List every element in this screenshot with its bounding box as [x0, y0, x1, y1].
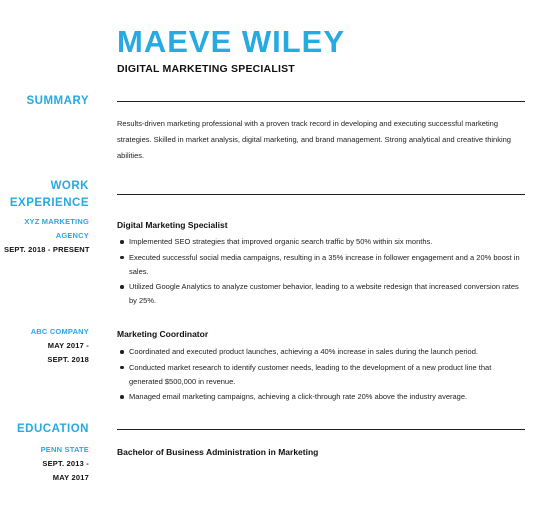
list-item: Coordinated and executed product launches, achieving a 40% increase in sales during the launch period. — [117, 345, 527, 359]
summary-divider — [117, 101, 525, 102]
work-heading-line2: EXPERIENCE — [9, 197, 89, 209]
job-1-role: Digital Marketing Specialist — [117, 220, 228, 230]
list-item: Conducted market research to identify customer needs, leading to the development of a new product line that generated $500,000 in revenue. — [117, 361, 527, 389]
work-divider — [117, 194, 525, 195]
job-1-dates: SEPT. 2018 - PRESENT — [4, 245, 90, 254]
job-2-dates-line2: SEPT. 2018 — [47, 355, 89, 364]
job-2-company: ABC COMPANY — [30, 327, 89, 336]
list-item: Implemented SEO strategies that improved organic search traffic by 50% within six months. — [117, 235, 527, 249]
education-school: PENN STATE — [40, 445, 89, 454]
job-1-company-line2: AGENCY — [55, 231, 89, 240]
education-dates-line1: SEPT. 2013 - — [42, 459, 89, 468]
work-heading-line1: WORK — [50, 180, 89, 192]
candidate-title: DIGITAL MARKETING SPECIALIST — [117, 63, 295, 75]
job-1-company-line1: XYZ MARKETING — [24, 217, 89, 226]
list-item: Managed email marketing campaigns, achieving a click-through rate 20% above the industry average. — [117, 390, 527, 404]
job-2-bullets — [117, 345, 527, 406]
work-experience-heading — [10, 178, 89, 212]
job-2-dates-line1: MAY 2017 - — [47, 341, 89, 350]
list-item: Utilized Google Analytics to analyze customer behavior, leading to a website redesign that increased conversion rates by 25%. — [117, 280, 527, 308]
job-1-bullets — [117, 235, 527, 310]
education-dates-line2: MAY 2017 — [52, 473, 89, 482]
summary-heading: SUMMARY — [26, 95, 89, 107]
candidate-name: MAEVE WILEY — [117, 24, 346, 59]
education-divider — [117, 429, 525, 430]
education-heading: EDUCATION — [16, 423, 89, 435]
job-2-meta — [4, 325, 89, 367]
list-item: Executed successful social media campaigns, resulting in a 35% increase in follower engagement and a 20% boost in sales. — [117, 251, 527, 279]
education-meta — [4, 443, 89, 485]
job-1-meta — [4, 215, 89, 257]
summary-text: Results-driven marketing professional with a proven track record in developing and executing successful marketing strategies. Skilled in market analysis, digital marketing, and brand management. Strong analytical and creative thinking abilities. — [117, 119, 511, 160]
job-2-role: Marketing Coordinator — [117, 329, 209, 339]
education-degree: Bachelor of Business Administration in Marketing — [117, 447, 319, 457]
